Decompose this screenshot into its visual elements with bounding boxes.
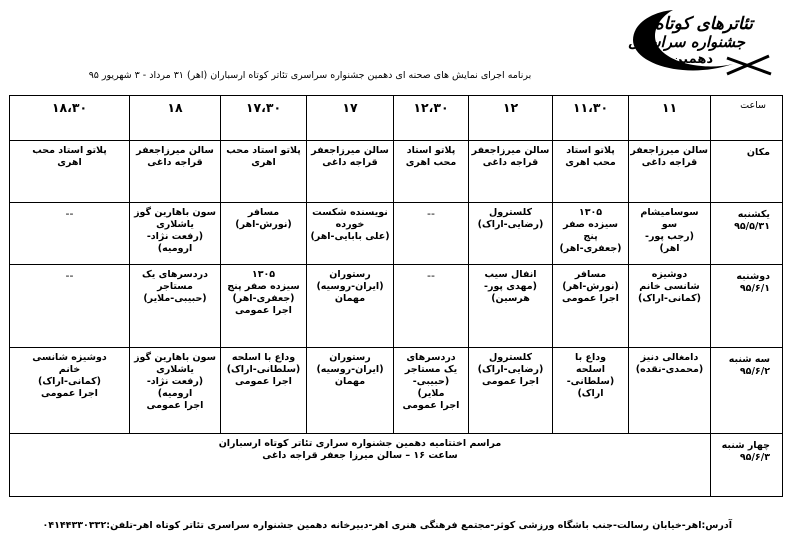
schedule-cell: [307, 348, 394, 434]
cell-line: رستوران: [329, 269, 371, 280]
schedule-cell: [629, 265, 711, 348]
day-name: چهار شنبه: [721, 440, 770, 451]
cell-line: قراجه داغی: [641, 156, 698, 168]
day-name: سه شنبه: [728, 354, 770, 365]
time-slot: ۱۸،۳۰: [10, 96, 130, 141]
cell-line: سالن میرزاجعفر: [471, 145, 550, 156]
cell-line: (علی بابایی-اهر): [310, 230, 390, 242]
cell-line: ارومیه): [157, 387, 193, 399]
cell-line: (کمانی-اراک): [38, 375, 101, 387]
day-label: [711, 348, 783, 434]
cell-line: اهری: [57, 156, 82, 168]
cell-line: (محمدی-نقده): [635, 363, 704, 375]
time-slot: ۱۷: [307, 96, 394, 141]
cell-line: پلاتو استاد: [566, 145, 615, 156]
time-slot: ۱۸: [130, 96, 221, 141]
schedule-cell: [307, 265, 394, 348]
schedule-cell: [394, 348, 469, 434]
closing-ceremony-row: [10, 434, 783, 497]
day-date: ۹۵/۵/۳۱: [734, 220, 770, 232]
cell-line: مسافر: [574, 269, 607, 280]
schedule-cell: [130, 203, 221, 265]
cell-line: (کمانی-اراک): [638, 292, 701, 304]
festival-logo: [615, 2, 775, 78]
cell-line: اهر): [659, 242, 680, 254]
cell-line: (رضایی-اراک): [477, 218, 544, 230]
logo-text-short-theaters: تئاترهای کوتاه: [654, 14, 753, 34]
cell-line: قراجه داغی: [147, 156, 203, 168]
cell-line: (حبیبی-ملایر): [143, 292, 207, 304]
cell-line: (رجب پور-: [645, 230, 694, 242]
venue-cell: [629, 141, 711, 203]
schedule-cell: [629, 203, 711, 265]
cell-line: پلاتو استاد محب: [32, 145, 107, 156]
day-label: [711, 203, 783, 265]
cell-line: (رفعت نژاد-: [146, 375, 204, 387]
cell-line: وداع با: [575, 352, 606, 363]
cell-line: اجرا عمومی: [482, 375, 539, 387]
venue-row-label: مکان: [711, 141, 783, 203]
empty-slot-cell: [10, 265, 130, 348]
cell-line: --: [65, 269, 74, 282]
day-name: یکشنبه: [737, 209, 770, 220]
cell-line: کلسترول: [488, 207, 532, 218]
cell-line: شانسی خانم: [639, 280, 700, 292]
cell-line: ملایر): [417, 387, 445, 399]
cell-line: سیزده صفر پنج: [227, 280, 300, 292]
cell-line: اراک): [577, 387, 604, 399]
cell-line: یاشلاری: [156, 363, 194, 375]
empty-slot-cell: [10, 203, 130, 265]
day-name: دوشنبه: [736, 271, 770, 282]
day-date: ۹۵/۶/۲: [739, 365, 770, 377]
time-slot: ۱۱: [629, 96, 711, 141]
schedule-cell: [553, 348, 629, 434]
cell-line: (رضایی-اراک): [477, 363, 544, 375]
venue-row: [10, 141, 783, 203]
schedule-cell: [10, 348, 130, 434]
time-slot: ۱۷،۳۰: [221, 96, 307, 141]
cell-line: پنج: [583, 230, 598, 242]
schedule-cell: [221, 348, 307, 434]
cell-line: (جعفری-اهر): [232, 292, 295, 304]
cell-line: سالن میرزاجعفر: [136, 145, 214, 156]
cell-line: --: [427, 269, 435, 282]
schedule-cell: [469, 265, 553, 348]
schedule-cell: [469, 203, 553, 265]
schedule-cell: [469, 348, 553, 434]
venue-cell: [10, 141, 130, 203]
cell-line: رستوران: [329, 352, 371, 363]
schedule-cell: [307, 203, 394, 265]
venue-cell: [130, 141, 221, 203]
cell-line: سوسامیشام: [640, 207, 699, 218]
cell-line: دردسرهای یک: [142, 269, 208, 280]
logo-text-tenth: دهمین: [671, 52, 713, 67]
cell-line: اجرا عمومی: [41, 387, 98, 399]
closing-ceremony-cell: [10, 434, 711, 497]
venue-cell: [394, 141, 469, 203]
empty-slot-cell: [394, 203, 469, 265]
cell-line: --: [65, 207, 74, 220]
day-date: ۹۵/۶/۱: [739, 282, 770, 294]
closing-day-label: [711, 434, 783, 497]
cell-line: سیزده صفر: [563, 218, 618, 230]
day-row: [10, 265, 783, 348]
cell-line: مستاجر: [157, 280, 193, 292]
cell-line: محب اهری: [565, 156, 616, 168]
cell-line: خانم: [58, 363, 81, 375]
venue-cell: [469, 141, 553, 203]
cell-line: (نورش-اهر): [562, 280, 619, 292]
cell-line: مهمان: [334, 375, 366, 387]
venue-cell: [553, 141, 629, 203]
cell-line: اجرا عمومی: [235, 304, 292, 316]
cell-line: --: [427, 207, 435, 220]
schedule-cell: [130, 348, 221, 434]
schedule-cell: [629, 348, 711, 434]
cell-line: انفال سیب: [484, 269, 537, 280]
cell-line: دامغالی دنیز: [640, 352, 699, 363]
cell-line: وداع با اسلحه: [231, 352, 296, 363]
empty-slot-cell: [394, 265, 469, 348]
cell-line: سالن میرزاجعفر: [630, 145, 708, 156]
cell-line: نویسنده شکست: [312, 207, 388, 218]
schedule-subtitle: برنامه اجرای نمایش های صحنه ای دهمین جشنواره سراسری تئاتر کوتاه ارسباران (اهر) ۳۱ مرداد - ۳ شهریور ۹۵: [88, 70, 532, 81]
cell-line: دوشیزه: [651, 269, 688, 280]
cell-line: ۱۳۰۵: [578, 207, 603, 218]
cell-line: سو: [661, 218, 678, 230]
cell-line: ۱۳۰۵: [251, 269, 276, 280]
cell-line: دردسرهای: [406, 352, 456, 363]
closing-ceremony-title: مراسم اختتامیه دهمین جشنواره سراری تئاتر کوتاه ارسباران: [218, 438, 502, 449]
cell-line: اجرا عمومی: [562, 292, 619, 304]
schedule-cell: [553, 203, 629, 265]
cell-line: اسلحه: [575, 363, 606, 375]
cell-line: سون باهارین گوز: [134, 352, 216, 363]
cell-line: سون باهارین گوز: [134, 207, 216, 218]
cell-line: (سلطانی-اراک): [226, 363, 301, 375]
cell-line: قراجه داغی: [482, 156, 539, 168]
day-row: [10, 348, 783, 434]
cell-line: اهری: [251, 156, 276, 168]
cell-line: (رفعت نژاد-: [146, 230, 204, 242]
cell-line: ارومیه): [157, 242, 193, 254]
cell-line: یاشلاری: [156, 218, 194, 230]
cell-line: (سلطانی-: [566, 375, 615, 387]
venue-cell: [221, 141, 307, 203]
cell-line: اجرا عمومی: [402, 399, 460, 411]
cell-line: سالن میرزاجعفر: [311, 145, 389, 156]
schedule-cell: [221, 203, 307, 265]
cell-line: پلاتو استاد محب: [226, 145, 301, 156]
schedule-cell: [221, 265, 307, 348]
schedule-cell: [130, 265, 221, 348]
cell-line: کلسترول: [488, 352, 532, 363]
cell-line: (حبیبی-: [412, 375, 450, 387]
cell-line: مسافر: [247, 207, 280, 218]
schedule-cell: [553, 265, 629, 348]
cell-line: دوشیزه شانسی: [32, 352, 107, 363]
cell-line: اجرا عمومی: [235, 375, 292, 387]
time-header-label: ساعت: [711, 96, 783, 141]
time-slot: ۱۱،۳۰: [553, 96, 629, 141]
cell-line: (ایران-روسیه): [316, 280, 384, 292]
venue-cell: [307, 141, 394, 203]
cell-line: اجرا عمومی: [146, 399, 204, 411]
time-slot: ۱۲،۳۰: [394, 96, 469, 141]
cell-line: یک مستاجر: [404, 363, 458, 375]
closing-ceremony-details: ساعت ۱۶ – سالن میرزا جعفر قراجه داغی: [262, 449, 458, 461]
footer-address: آدرس:اهر-خیابان رسالت-جنب باشگاه ورزشی کوثر-مجتمع فرهنگی هنری اهر-دبیرخانه دهمین جشنواره سراسری تئاتر کوتاه اهر-تلفن:۰۴۱۴۴۳۳۰۳۳۲: [42, 520, 732, 531]
schedule-table: [9, 95, 783, 497]
time-header-row: [10, 96, 783, 141]
cell-line: مهمان: [334, 292, 366, 304]
day-date: ۹۵/۶/۳: [739, 451, 770, 463]
cell-line: محب اهری: [405, 156, 457, 168]
cell-line: (ایران-روسیه): [316, 363, 384, 375]
cell-line: (مهدی پور-: [484, 280, 537, 292]
day-row: [10, 203, 783, 265]
logo-text-national-festival: جشنواره سراسری: [627, 33, 745, 51]
cell-line: پلاتو استاد: [406, 145, 456, 156]
cell-line: (نورش-اهر): [235, 218, 292, 230]
time-slot: ۱۲: [469, 96, 553, 141]
cell-line: هرسین): [491, 292, 530, 304]
day-label: [711, 265, 783, 348]
cell-line: (جعفری-اهر): [559, 242, 622, 254]
cell-line: خورده: [335, 218, 365, 230]
cell-line: قراجه داغی: [322, 156, 378, 168]
